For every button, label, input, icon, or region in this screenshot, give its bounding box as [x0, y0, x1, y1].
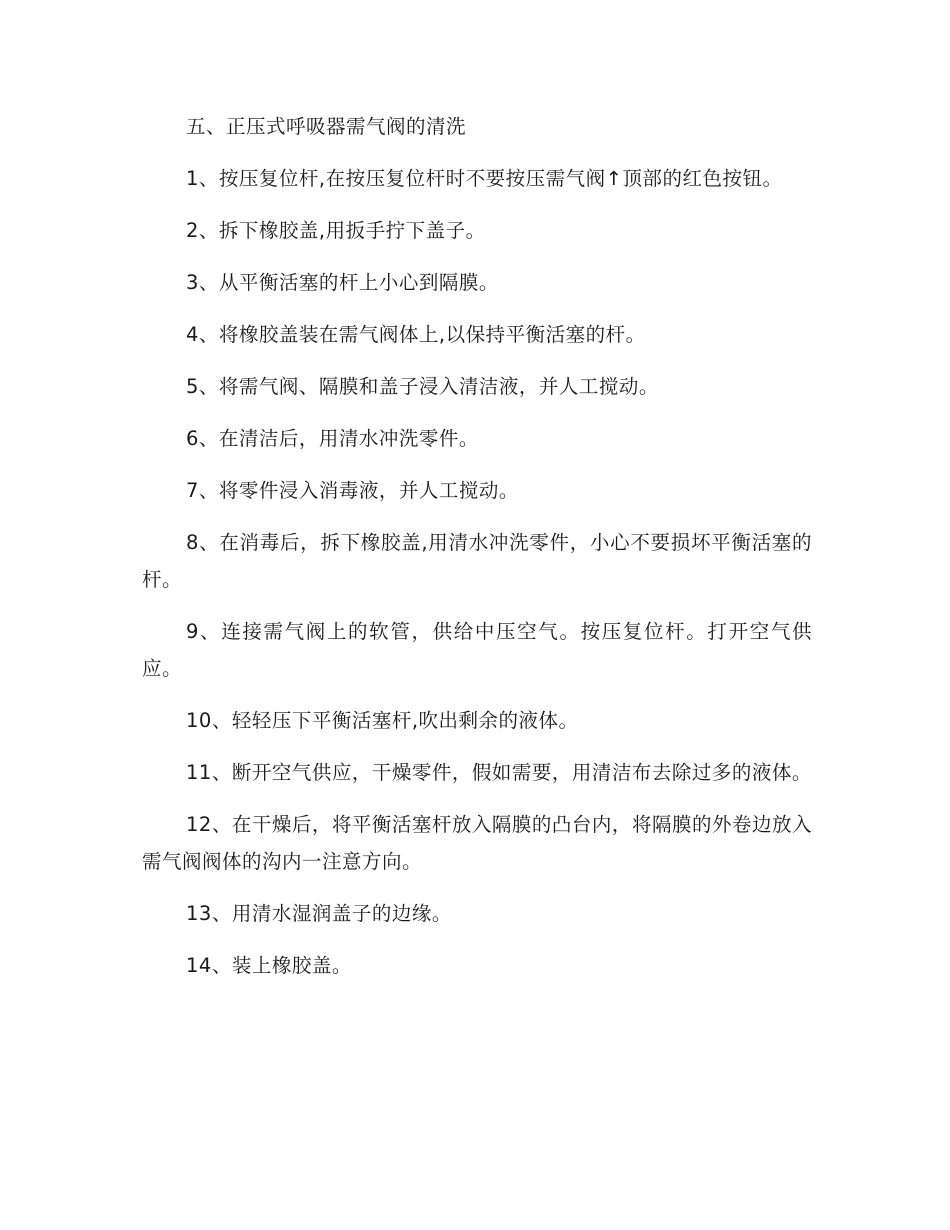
step-1: 1、按压复位杆,在按压复位杆时不要按压需气阀↑顶部的红色按钮。 [186, 167, 783, 190]
section-heading: 五、正压式呼吸器需气阀的清洗 [186, 115, 467, 138]
step-7: 7、将零件浸入消毒液，并人工搅动。 [186, 479, 519, 502]
document-body [142, 108, 812, 999]
step-14: 14、装上橡胶盖。 [186, 954, 352, 977]
step-13: 13、用清水湿润盖子的边缘。 [186, 902, 452, 925]
step-8: 8、在消毒后，拆下橡胶盖,用清水冲洗零件，小心不要损坏平衡活塞的杆。 [142, 531, 812, 591]
step-2: 2、拆下橡胶盖,用扳手拧下盖子。 [186, 219, 486, 242]
step-6: 6、在清洁后，用清水冲洗零件。 [186, 427, 479, 450]
step-12: 12、在干燥后，将平衡活塞杆放入隔膜的凸台内，将隔膜的外卷边放入需气阀阀体的沟内一注意方向。 [142, 813, 812, 873]
step-10: 10、轻轻压下平衡活塞杆,吹出剩余的液体。 [186, 709, 579, 732]
step-11: 11、断开空气供应，干燥零件，假如需要，用清洁布去除过多的液体。 [186, 761, 812, 784]
step-4: 4、将橡胶盖装在需气阀体上,以保持平衡活塞的杆。 [186, 323, 646, 346]
step-3: 3、从平衡活塞的杆上小心到隔膜。 [186, 271, 499, 294]
step-5: 5、将需气阀、隔膜和盖子浸入清洁液，并人工搅动。 [186, 375, 659, 398]
step-9: 9、连接需气阀上的软管，供给中压空气。按压复位杆。打开空气供应。 [142, 620, 812, 680]
